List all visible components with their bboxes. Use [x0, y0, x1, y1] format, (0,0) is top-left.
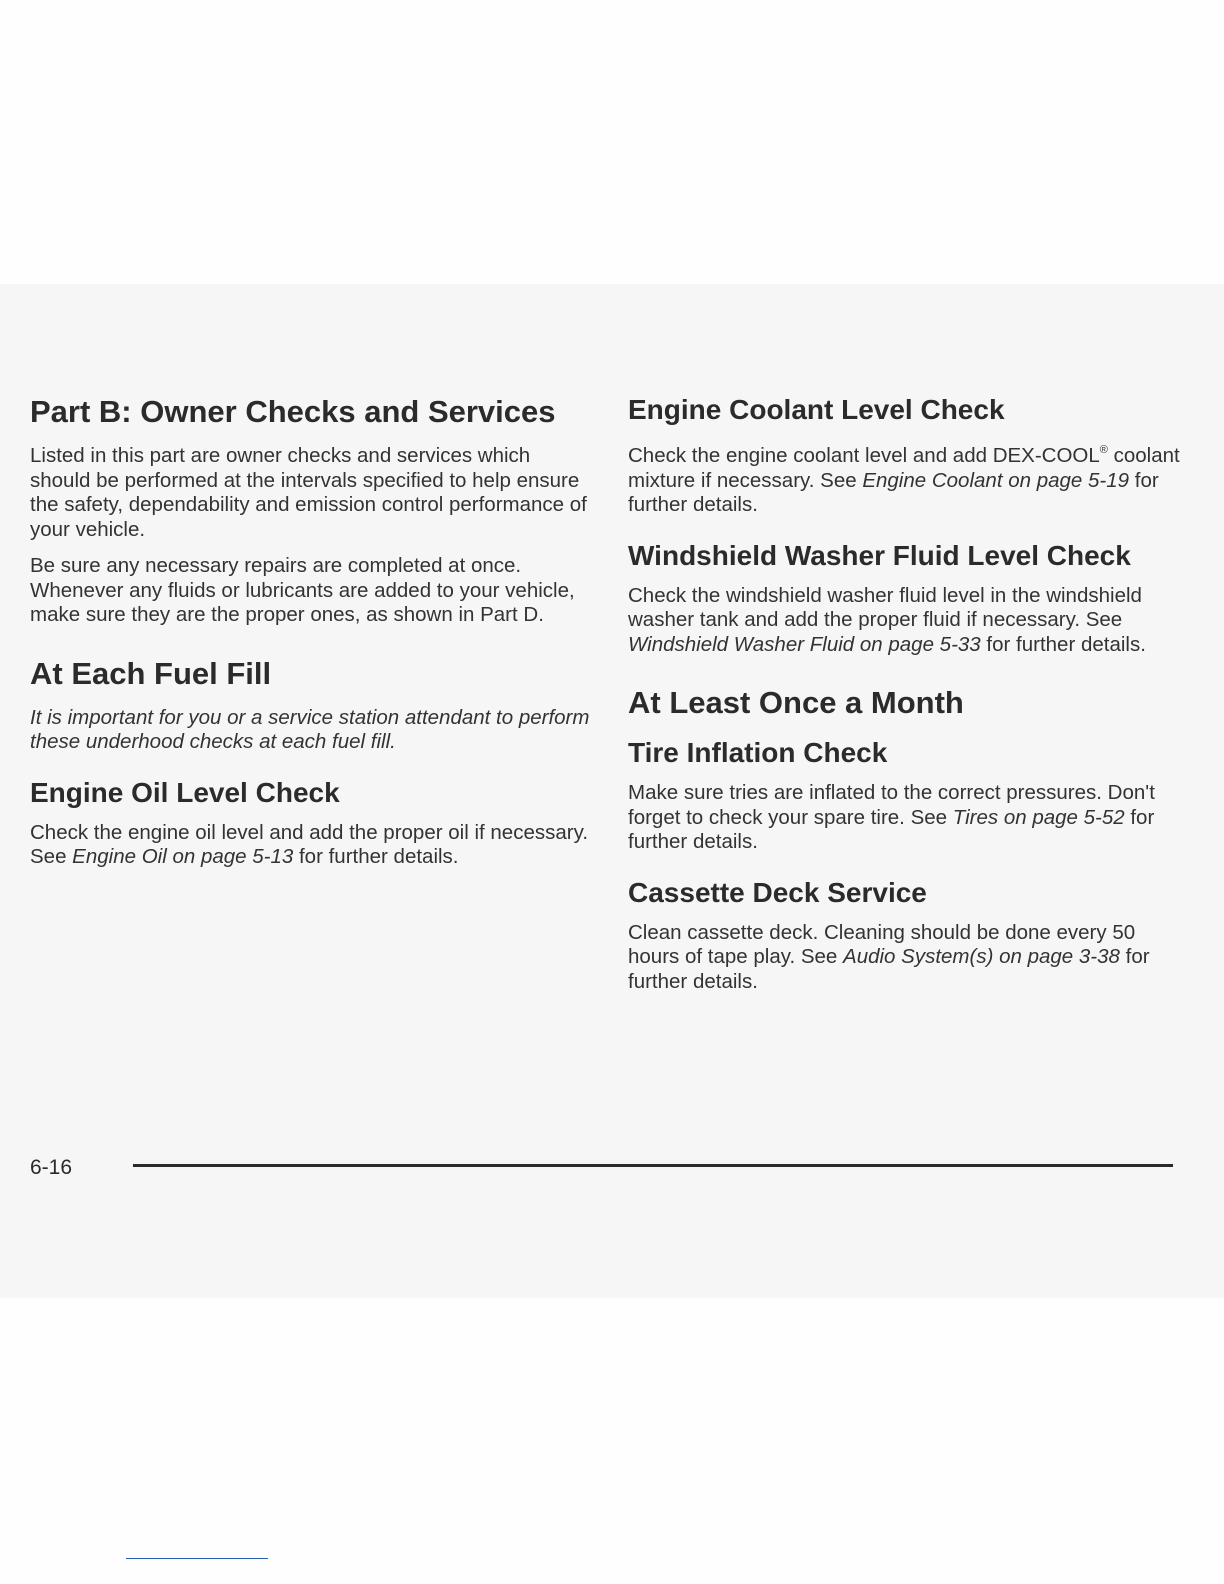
fuel-fill-note-text: It is important for you or a service station attendant to perform these underhood checks at each fuel fill. — [30, 705, 590, 753]
cassette-service-paragraph — [628, 921, 1188, 995]
coolant-check-text-mid: coolant mixture if necessary. See — [628, 444, 1180, 492]
washer-check-text: Check the windshield washer fluid level in the windshield washer tank and add the proper fluid if necessary. See — [628, 583, 1142, 631]
oil-check-heading: Engine Oil Level Check — [30, 776, 340, 808]
tire-check-text: Make sure tries are inflated to the correct pressures. Don't forget to check your spare tire. See — [628, 781, 1155, 829]
right-column — [628, 392, 1188, 994]
coolant-check-paragraph — [628, 438, 1188, 518]
oil-check-paragraph — [30, 821, 590, 870]
washer-check-text-end: for further details. — [980, 632, 1146, 656]
washer-check-reference: Windshield Washer Fluid on page 5-33 — [628, 632, 981, 656]
cassette-service-text-end: for further details. — [628, 945, 1150, 993]
tire-check-text-end: for further details. — [628, 805, 1155, 853]
oil-check-text: Check the engine oil level and add the proper oil if necessary. See — [30, 820, 589, 868]
fuel-fill-heading: At Each Fuel Fill — [30, 655, 272, 691]
cassette-service-reference: Audio System(s) on page 3-38 — [843, 945, 1120, 968]
footer-rule — [133, 1164, 1173, 1167]
registered-mark: ® — [1099, 444, 1108, 456]
tire-check-heading: Tire Inflation Check — [628, 737, 888, 768]
cassette-service-heading: Cassette Deck Service — [628, 876, 927, 908]
monthly-heading: At Least Once a Month — [628, 685, 964, 720]
part-b-intro-paragraph: Listed in this part are owner checks and services which should be performed at the intervals specified to help ensure the safety, dependability and emission control performance of your vehicle. — [30, 444, 587, 541]
washer-check-paragraph — [628, 584, 1188, 658]
oil-check-reference: Engine Oil on page 5-13 — [72, 845, 294, 868]
part-b-repairs-paragraph: Be sure any necessary repairs are completed at once. Whenever any fluids or lubricants are added to your vehicle, make sure they are the proper ones, as shown in Part D. — [30, 554, 575, 626]
washer-check-heading: Windshield Washer Fluid Level Check — [628, 539, 1131, 571]
tire-check-paragraph — [628, 781, 1188, 855]
coolant-check-heading: Engine Coolant Level Check — [628, 394, 1005, 425]
link-underline[interactable] — [126, 1558, 268, 1559]
part-b-heading: Part B: Owner Checks and Services — [30, 394, 556, 429]
coolant-check-text-end: for further details. — [628, 468, 1159, 516]
page-number: 6-16 — [30, 1156, 73, 1179]
fuel-fill-note — [30, 706, 590, 755]
oil-check-text-end: for further details. — [293, 845, 459, 868]
left-column — [30, 392, 590, 870]
cassette-service-text: Clean cassette deck. Cleaning should be done every 50 hours of tape play. See — [628, 920, 1136, 968]
coolant-check-text: Check the engine coolant level and add DEX-COOL — [628, 444, 1100, 467]
coolant-check-reference: Engine Coolant on page 5-19 — [862, 468, 1130, 492]
tire-check-reference: Tires on page 5-52 — [952, 805, 1125, 829]
